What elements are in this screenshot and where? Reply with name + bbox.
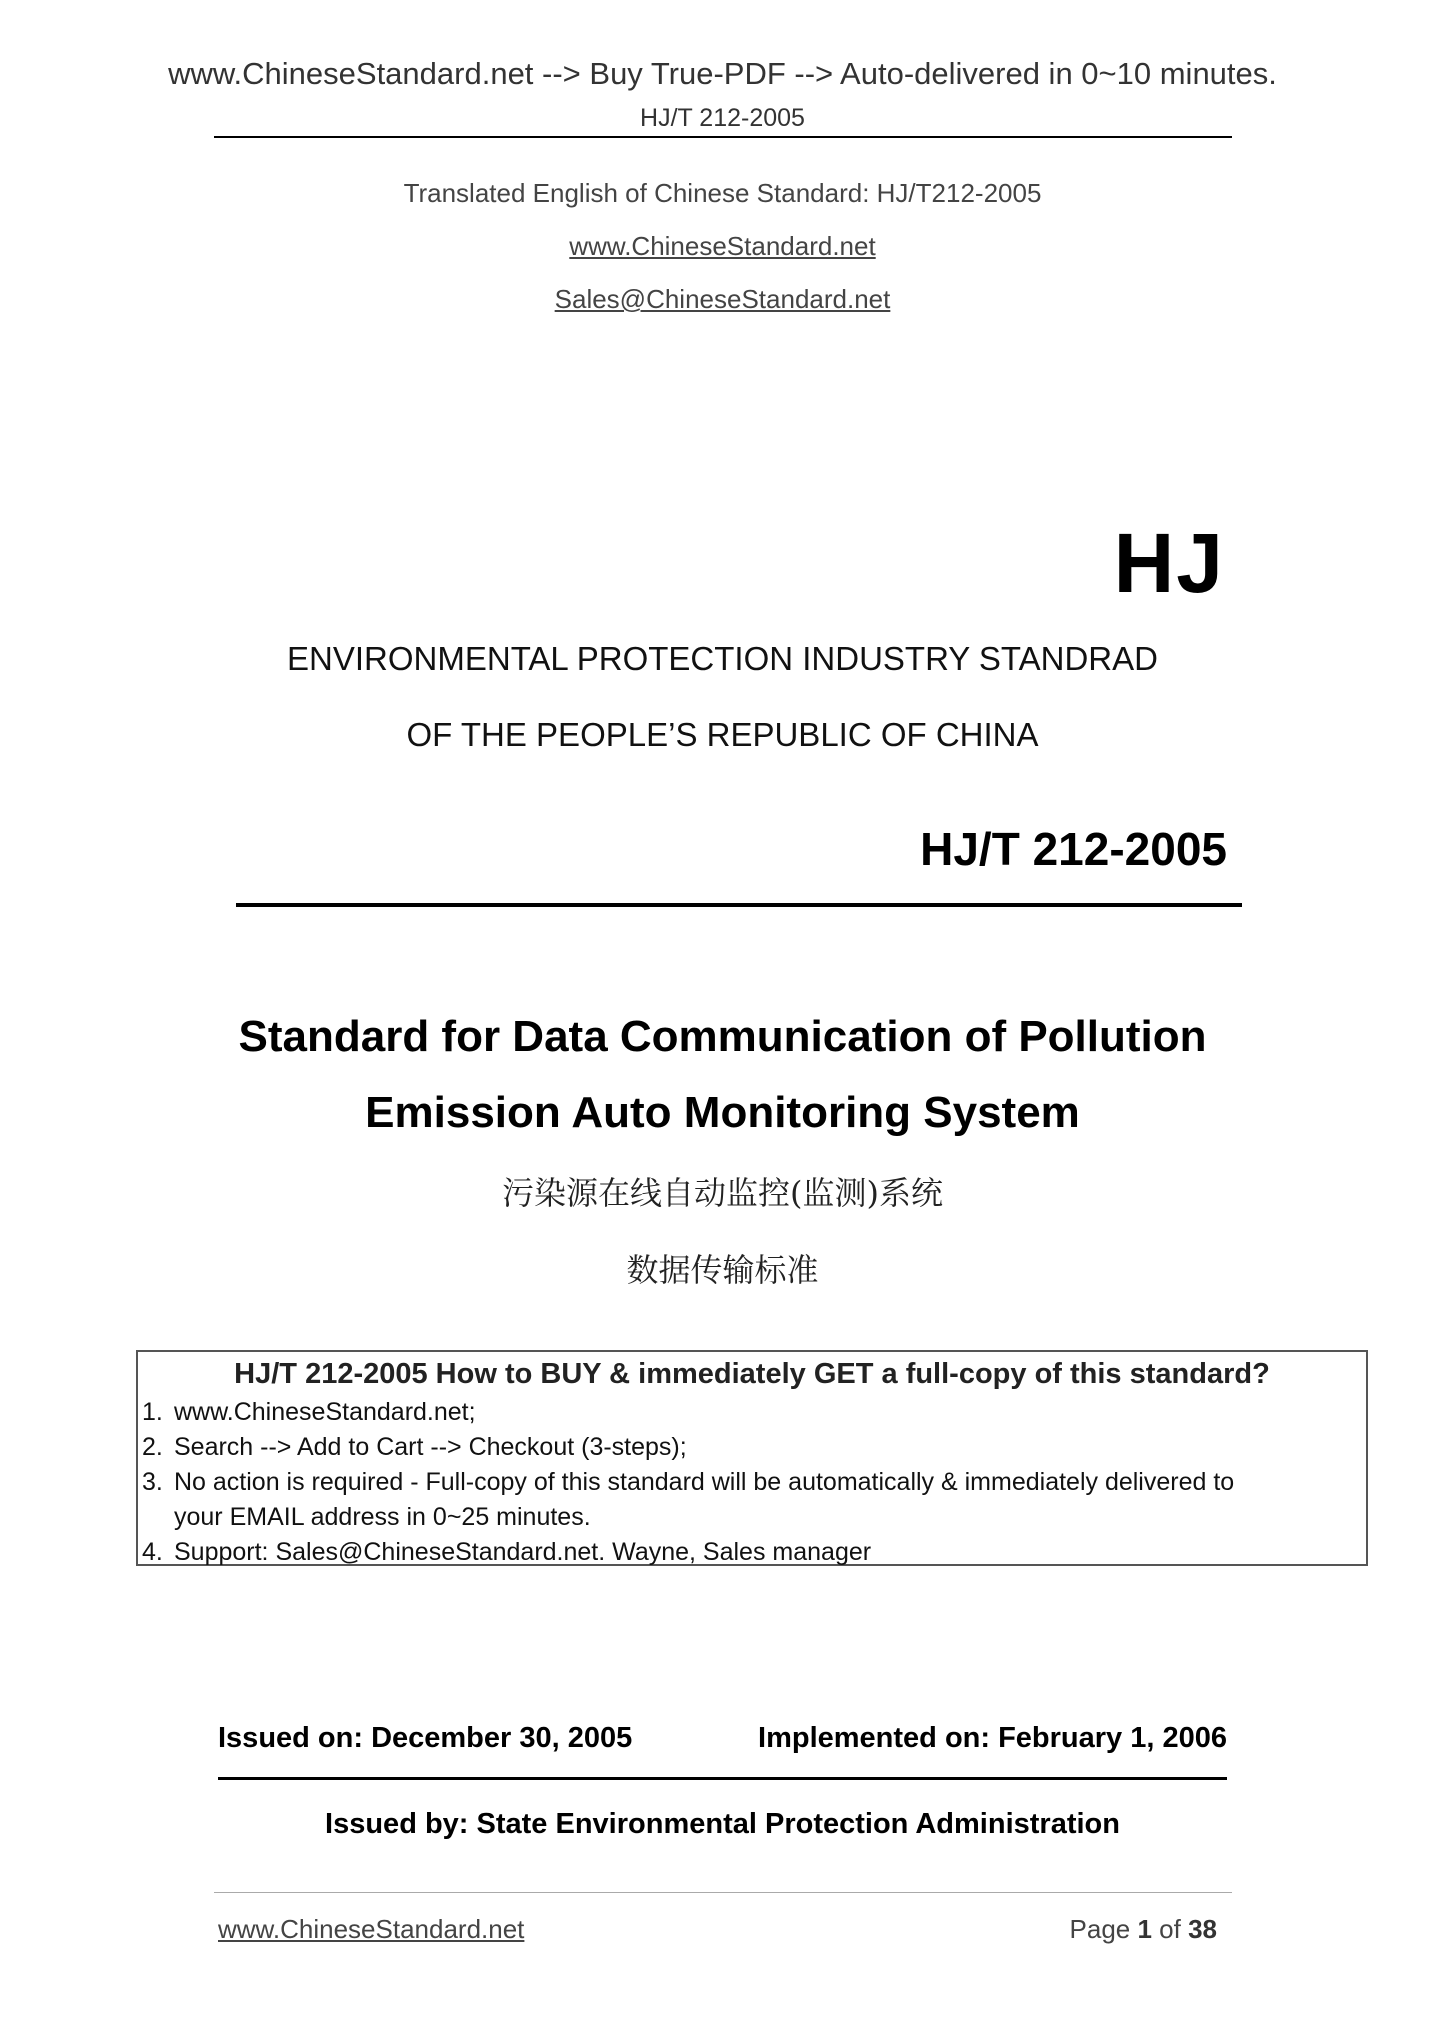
purchase-step (142, 1468, 1356, 1497)
date-divider (218, 1777, 1227, 1780)
step-text: Search --> Add to Cart --> Checkout (3-steps); (174, 1433, 687, 1461)
website-link-row (0, 231, 1445, 262)
footer-website-link[interactable]: www.ChineseStandard.net (218, 1914, 525, 1944)
chinese-title-line-2: 数据传输标准 (626, 1251, 819, 1289)
website-link[interactable]: www.ChineseStandard.net (569, 231, 876, 261)
implemented-on-date: Implemented on: February 1, 2006 (758, 1722, 1227, 1754)
issued-by: Issued by: State Environmental Protection Administration (325, 1808, 1120, 1840)
step-text: www.ChineseStandard.net; (174, 1398, 476, 1426)
step-number: 4. (142, 1538, 163, 1566)
page-prefix: Page (1069, 1914, 1138, 1944)
issued-on-date: Issued on: December 30, 2005 (218, 1722, 633, 1754)
step-text: Support: Sales@ChineseStandard.net. Wayne, Sales manager (174, 1538, 872, 1566)
document-title-line-2: Emission Auto Monitoring System (365, 1088, 1080, 1137)
hj-logo: HJ (1113, 516, 1225, 610)
page-current: 1 (1137, 1914, 1152, 1944)
purchase-step (142, 1538, 1356, 1567)
document-title-line-1: Standard for Data Communication of Pollution (238, 1012, 1207, 1061)
purchase-info-box (136, 1350, 1368, 1566)
standard-category-line-2: OF THE PEOPLE’S REPUBLIC OF CHINA (406, 716, 1039, 753)
standard-code: HJ/T 212-2005 (920, 823, 1227, 875)
translated-notice: Translated English of Chinese Standard: HJ/T212-2005 (403, 178, 1042, 208)
standard-category-line-1: ENVIRONMENTAL PROTECTION INDUSTRY STANDRAD (287, 640, 1158, 677)
purchase-step (142, 1433, 1356, 1462)
header-divider (214, 136, 1232, 138)
step-number: 2. (142, 1433, 163, 1461)
header-standard-code: HJ/T 212-2005 (640, 104, 805, 132)
page-total: 38 (1188, 1914, 1217, 1944)
step-number: 1. (142, 1398, 163, 1426)
purchase-step (142, 1398, 1356, 1427)
footer-divider (214, 1892, 1232, 1893)
purchase-step-continuation (174, 1503, 1356, 1532)
page-indicator (1070, 1914, 1217, 1945)
step-text: No action is required - Full-copy of this standard will be automatically & immediately delivered to (174, 1468, 1235, 1496)
top-banner: www.ChineseStandard.net --> Buy True-PDF --> Auto-delivered in 0~10 minutes. (168, 56, 1277, 91)
email-link[interactable]: Sales@ChineseStandard.net (554, 284, 891, 314)
purchase-heading: HJ/T 212-2005 How to BUY & immediately GET a full-copy of this standard? (234, 1358, 1270, 1390)
email-link-row (0, 284, 1445, 315)
chinese-title-line-1: 污染源在线自动监控(监测)系统 (502, 1174, 943, 1212)
page-of: of (1151, 1914, 1189, 1944)
code-divider (236, 903, 1242, 907)
step-number: 3. (142, 1468, 163, 1496)
step-text: your EMAIL address in 0~25 minutes. (174, 1503, 591, 1531)
